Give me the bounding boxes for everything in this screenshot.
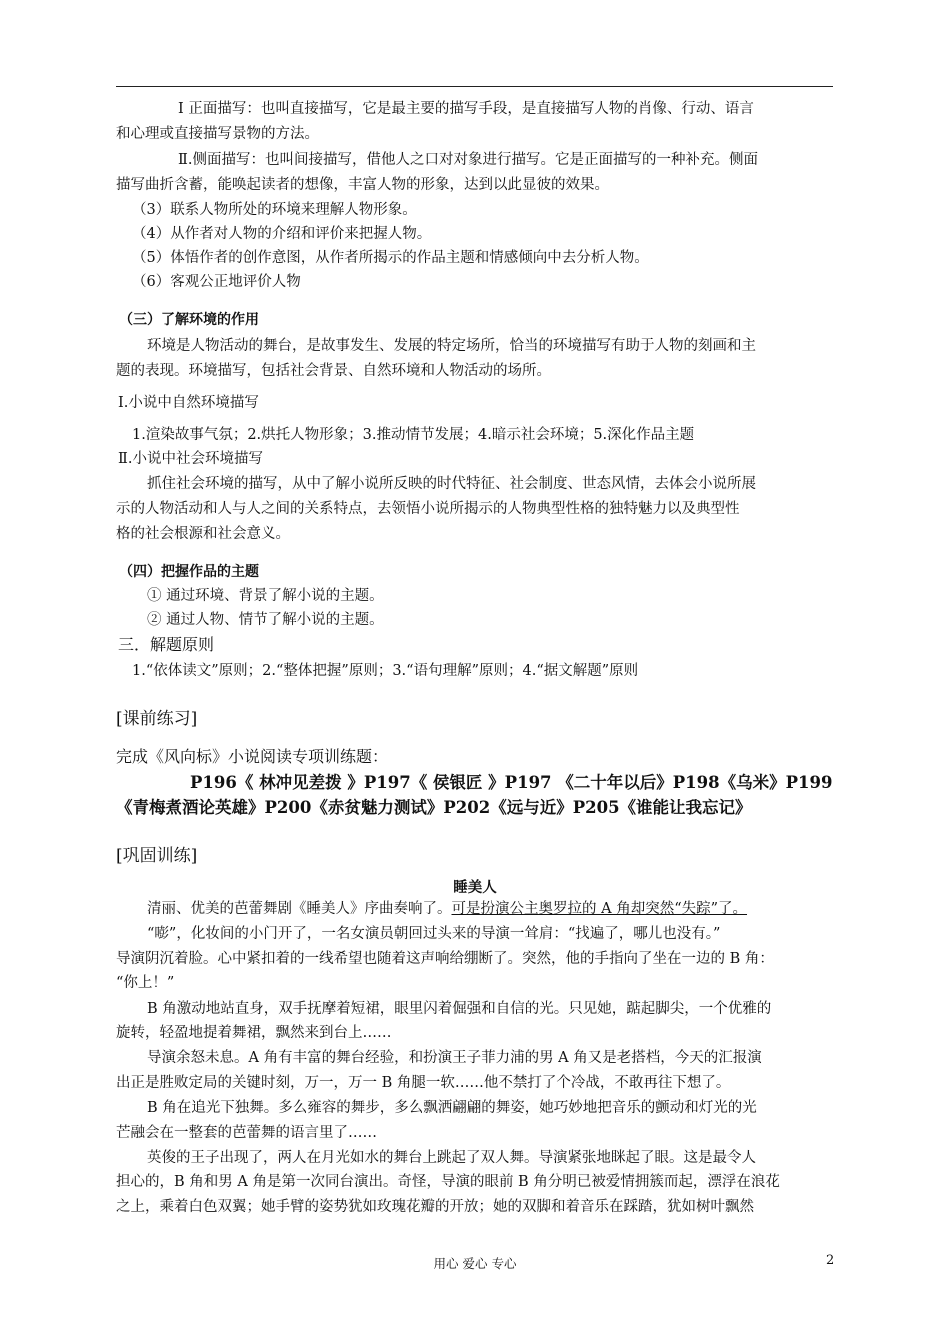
text-line: Ⅱ.侧面描写：也叫间接描写，借他人之口对对象进行描写。它是正面描写的一种补充。侧面 [178,152,758,168]
section-heading: （三）了解环境的作用 [119,312,259,328]
text-line: 担心的，B 角和男 A 角是第一次同台演出。奇怪，导演的眼前 B 角分明已被爱情拥簇而起，漂浮在浪花 [116,1174,780,1190]
text-line: 导演阴沉着脸。心中紧扣着的一线希望也随着这声响给绷断了。突然，他的手指向了坐在一边的 B 角： [116,951,774,967]
text-line: 环境是人物活动的舞台，是故事发生、发展的特定场所，恰当的环境描写有助于人物的刻画和主 [147,338,756,354]
text-line: B 角在追光下独舞。多么雍容的舞步，多么飘洒翩翩的舞姿，她巧妙地把音乐的颤动和灯光的光 [147,1100,757,1116]
text-line: 示的人物活动和人与人之间的关系特点，去领悟小说所揭示的人物典型性格的独特魅力以及典型性 [116,501,740,517]
text-line: “你上！” [116,975,175,991]
page-number: 2 [826,1253,835,1268]
text-line: 抓住社会环境的描写，从中了解小说所反映的时代特征、社会制度、世态风情，去体会小说所展 [147,476,756,492]
page-footer: 用心 爱心 专心 [433,1256,517,1271]
header-rule [116,86,833,87]
text-line: （6）客观公正地评价人物 [132,274,301,290]
story-title: 睡美人 [453,879,497,896]
text-line: 题的表现。环境描写，包括社会背景、自然环境和人物活动的场所。 [116,363,551,379]
section-heading: [巩固训练] [116,846,198,866]
text-line: B 角激动地站直身，双手抚摩着短裙，眼里闪着倔强和自信的光。只见她，踮起脚尖，一个优雅的 [147,1001,772,1017]
text-line [147,899,867,919]
text-line: Ⅰ 正面描写：也叫直接描写，它是最主要的描写手段，是直接描写人物的肖像、行动、语言 [178,101,754,117]
text-line: 1.渲染故事气氛；2.烘托人物形象；3.推动情节发展；4.暗示社会环境；5.深化作品主题 [132,427,695,443]
text-line: 旋转，轻盈地提着舞裙，飘然来到台上…… [116,1025,392,1041]
text-line: （5）体悟作者的创作意图，从作者所揭示的作品主题和情感倾向中去分析人物。 [132,250,649,266]
text-line: “嘭”，化妆间的小门开了，一名女演员朝回过头来的导演一耸肩：“找遍了，哪儿也没有。” [147,926,721,942]
text-line: 导演余怒未息。A 角有丰富的舞台经验，和扮演王子菲力浦的男 A 角又是老搭档，今天的汇报演 [147,1050,762,1066]
text-line: 《青梅煮酒论英雄》P200《赤贫魅力测试》P202《远与近》P205《谁能让我忘记》 [116,798,752,817]
text-line: Ⅱ.小说中社会环境描写 [118,451,263,467]
text-line: 和心理或直接描写景物的方法。 [116,126,319,142]
text-line: 出正是胜败定局的关键时刻，万一，万一 B 角腿一软……他不禁打了个冷战，不敢再往下想了。 [116,1075,731,1091]
text-line: ① 通过环境、背景了解小说的主题。 [147,588,384,604]
text-line: （3）联系人物所处的环境来理解人物形象。 [132,202,417,218]
section-heading: [课前练习] [116,709,198,729]
text-line: 1.“依体读文”原则；2.“整体把握”原则；3.“语句理解”原则；4.“据文解题”原则 [132,663,639,679]
text-line: Ⅰ.小说中自然环境描写 [118,395,259,411]
text-line: ② 通过人物、情节了解小说的主题。 [147,612,384,628]
text-line: P196《 林冲见差拨 》P197《 侯银匠 》P197 《二十年以后》P198《乌米》P199 [190,773,833,792]
text-line: （4）从作者对人物的介绍和评价来把握人物。 [132,226,432,242]
text-span: 清丽、优美的芭蕾舞剧《睡美人》序曲奏响了。 [147,901,452,917]
section-heading: 三．解题原则 [118,635,215,654]
underlined-text: 可是扮演公主奥罗拉的 A 角却突然“失踪”了。 [451,901,748,917]
section-heading: （四）把握作品的主题 [119,564,259,580]
text-line: 芒融会在一整套的芭蕾舞的语言里了…… [116,1125,377,1141]
text-line: 之上，乘着白色双翼；她手臂的姿势犹如玫瑰花瓣的开放；她的双脚和着音乐在踩踏，犹如树叶飘然 [116,1199,754,1215]
text-line: 英俊的王子出现了，两人在月光如水的舞台上跳起了双人舞。导演紧张地眯起了眼。这是最令人 [147,1150,756,1166]
text-line: 完成《风向标》小说阅读专项训练题： [116,747,389,766]
text-line: 格的社会根源和社会意义。 [116,526,290,542]
text-line: 描写曲折含蓄，能唤起读者的想像，丰富人物的形象，达到以此显彼的效果。 [116,177,609,193]
